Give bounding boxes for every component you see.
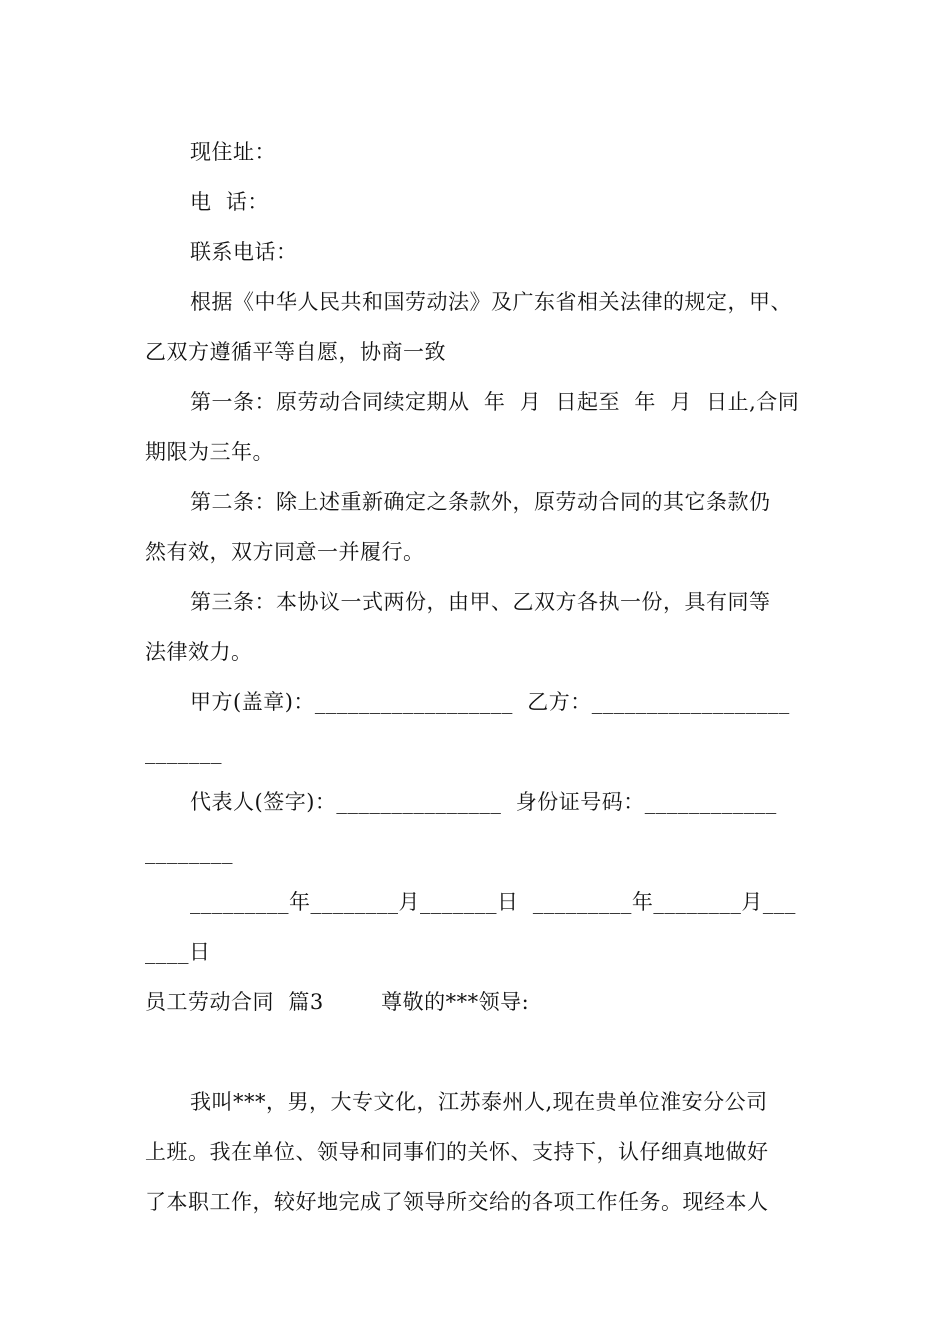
article-2-line-2: 然有效，双方同意一并履行。 xyxy=(145,540,425,564)
article-3-line-1: 第三条：本协议一式两份，由甲、乙双方各执一份，具有同等 xyxy=(190,590,771,614)
representative-id-line: 代表人(签字)：_______________ 身份证号码：____________ xyxy=(190,790,777,814)
article-1-line-1: 第一条：原劳动合同续定期从 年 月 日起至 年 月 日止,合同 xyxy=(190,390,800,414)
letter-line-3: 了本职工作，较好地完成了领导所交给的各项工作任务。现经本人 xyxy=(145,1190,769,1214)
article-2-line-1: 第二条：除上述重新确定之条款外，原劳动合同的其它条款仍 xyxy=(190,490,771,514)
party-signature-line-cont: _______ xyxy=(145,740,222,764)
date-line: _________年________月_______日 _________年________月___ xyxy=(190,890,796,914)
phone-label: 电 话： xyxy=(190,190,269,214)
party-signature-line: 甲方(盖章)：__________________ 乙方：__________________ xyxy=(190,690,790,714)
letter-line-2: 上班。我在单位、领导和同事们的关怀、支持下，认仔细真地做好 xyxy=(145,1140,769,1164)
section-heading: 员工劳动合同 篇3 尊敬的***领导: xyxy=(145,990,530,1014)
representative-id-line-cont: ________ xyxy=(145,840,233,864)
address-label: 现住址： xyxy=(190,140,276,164)
date-line-cont: ____日 xyxy=(145,940,211,964)
paragraph-basis-line-1: 根据《中华人民共和国劳动法》及广东省相关法律的规定，甲、 xyxy=(190,290,792,314)
contact-phone-label: 联系电话： xyxy=(190,240,298,264)
letter-line-1: 我叫***，男，大专文化，江苏泰州人,现在贵单位淮安分公司 xyxy=(190,1090,768,1114)
article-1-line-2: 期限为三年。 xyxy=(145,440,274,464)
article-3-line-2: 法律效力。 xyxy=(145,640,253,664)
paragraph-basis-line-2: 乙双方遵循平等自愿，协商一致 xyxy=(145,340,446,364)
